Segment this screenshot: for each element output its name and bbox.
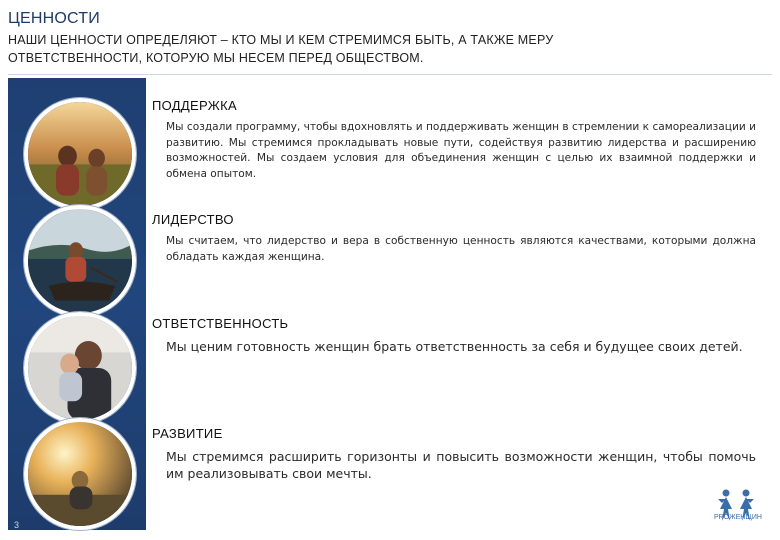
woman-in-boat-photo [24,205,136,317]
section-title: РАЗВИТИЕ [152,426,223,441]
subtitle-line-1: НАШИ ЦЕННОСТИ ОПРЕДЕЛЯЮТ – КТО МЫ И КЕМ СТРЕМИМСЯ БЫТЬ, А ТАКЖЕ МЕРУ [8,33,554,47]
section-title: ЛИДЕРСТВО [152,212,234,227]
section-support [152,98,756,182]
section-title: ПОДДЕРЖКА [152,98,237,113]
logo-text: PROЖЕНЩИН [713,514,762,521]
subtitle-line-2: ОТВЕТСТВЕННОСТИ, КОТОРУЮ МЫ НЕСЕМ ПЕРЕД ОБЩЕСТВОМ. [8,51,424,65]
page-number: 3 [14,520,20,530]
section-title: ОТВЕТСТВЕННОСТЬ [152,316,289,331]
section-development [152,426,756,482]
section-responsibility [152,316,756,355]
section-text: Мы ценим готовность женщин брать ответственность за себя и будущее своих детей. [166,339,743,354]
woman-at-sunset-photo [24,418,136,530]
organization-logo-icon [708,482,764,532]
page-subtitle [8,31,772,67]
women-in-field-photo [24,98,136,210]
header-divider [8,74,772,75]
section-text: Мы стремимся расширить горизонты и повысить возможности женщин, чтобы помочь им реализовывать свои мечты. [166,449,756,481]
section-text: Мы создали программу, чтобы вдохновлять и поддерживать женщин в стремлении к самореализации и развитию. Мы стремимся прокладывать новые пути, содействуя развитию лидерства и расширению возможностей. Мы создаем условия для объединения женщин с целью их взаимной поддержки и обмена опытом. [166,121,756,180]
mother-and-child-photo [24,312,136,424]
page-title: ЦЕННОСТИ [8,10,100,27]
section-leadership [152,212,756,265]
header [8,10,772,67]
section-text: Мы считаем, что лидерство и вера в собственную ценность являются качествами, которыми должна обладать каждая женщина. [166,235,756,263]
